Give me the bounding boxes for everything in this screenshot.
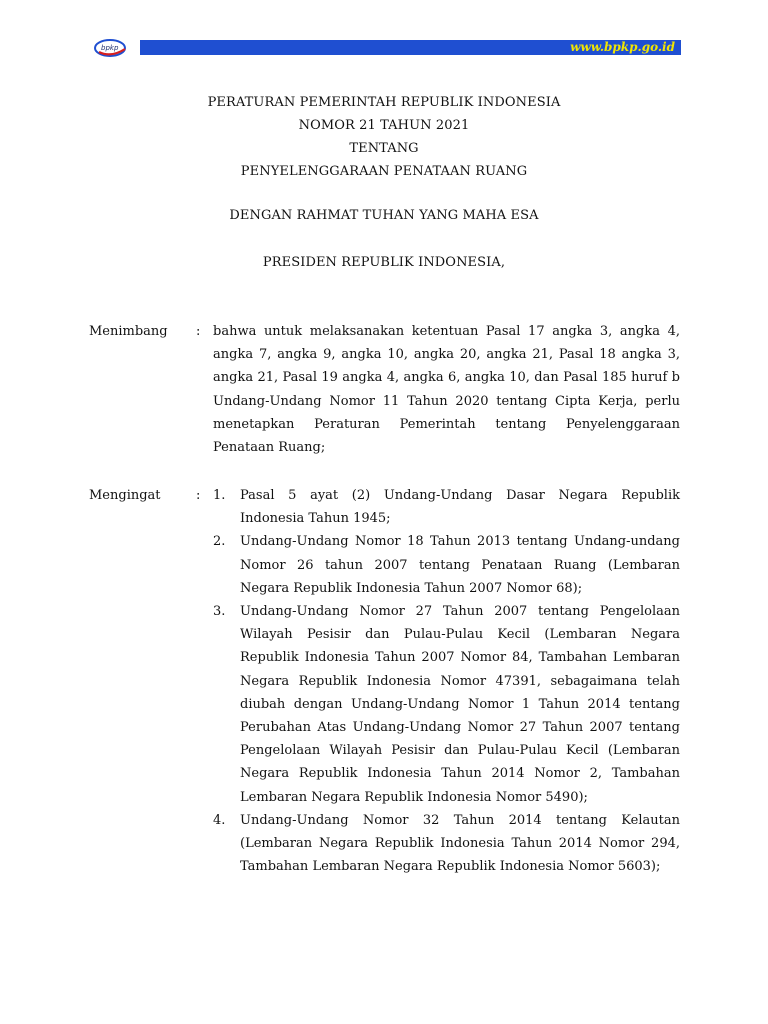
header-bar bbox=[140, 40, 681, 55]
list-item bbox=[213, 530, 680, 600]
menimbang-text: bahwa untuk melaksanakan ketentuan Pasal 17 angka 3, angka 4, angka 7, angka 9, angka 10, angka 20, angka 21, Pasal 18 angka 3, angka 21, Pasal 19 angka 4, angka 6, angka 10, dan Pasal 185 huruf b Undang-Undang Nomor 11 Tahun 2020 tentang Cipta Kerja, perlu menetapkan Peraturan Pemerintah tentang Penyelenggaraan Penataan Ruang; bbox=[213, 324, 680, 456]
list-number: 4. bbox=[213, 812, 226, 828]
list-number: 3. bbox=[213, 604, 226, 620]
menimbang-colon: : bbox=[196, 324, 201, 339]
document-title bbox=[0, 91, 768, 183]
logo-text: bpkp bbox=[101, 44, 119, 52]
list-item bbox=[213, 484, 680, 530]
bpkp-logo bbox=[93, 38, 131, 58]
president-heading: PRESIDEN REPUBLIK INDONESIA, bbox=[262, 255, 506, 270]
list-text: Pasal 5 ayat (2) Undang-Undang Dasar Negara Republik Indonesia Tahun 1945; bbox=[240, 488, 680, 527]
mengingat-label: Mengingat bbox=[89, 488, 161, 503]
mengingat-list bbox=[213, 484, 680, 878]
mengingat-colon: : bbox=[196, 488, 201, 503]
list-number: 1. bbox=[213, 488, 226, 503]
list-text: Undang-Undang Nomor 18 Tahun 2013 tentang Undang-undang Nomor 26 tahun 2007 tentang Penataan Ruang (Lembaran Negara Republik Indonesia Tahun 2007 Nomor 68); bbox=[240, 534, 680, 596]
list-text: Undang-Undang Nomor 27 Tahun 2007 tentang Pengelolaan Wilayah Pesisir dan Pulau-Pulau Kecil (Lembaran Negara Republik Indonesia Tahun 2007 Nomor 84, Tambahan Lembaran Negara Republik Indonesia Nomor 47391, sebagaimana telah diubah dengan Undang-Undang Nomor 1 Tahun 2014 tentang Perubahan Atas Undang-Undang Nomor 27 Tahun 2007 tentang Pengelolaan Wilayah Pesisir dan Pulau-Pulau Kecil (Lembaran Negara Republik Indonesia Tahun 2014 Nomor 2, Tambahan Lembaran Negara Republik Indonesia Nomor 5490); bbox=[240, 604, 680, 805]
preamble: DENGAN RAHMAT TUHAN YANG MAHA ESA bbox=[229, 208, 539, 223]
menimbang-label: Menimbang bbox=[89, 324, 168, 339]
list-text: Undang-Undang Nomor 32 Tahun 2014 tentang Kelautan (Lembaran Negara Republik Indonesia Tahun 2014 Nomor 294, Tambahan Lembaran Negara Republik Indonesia Nomor 5603); bbox=[240, 812, 680, 875]
website-url[interactable]: www.bpkp.go.id bbox=[570, 40, 675, 54]
list-number: 2. bbox=[213, 534, 226, 550]
list-item bbox=[213, 600, 680, 809]
list-item bbox=[213, 809, 680, 879]
title-line-4: PENYELENGGARAAN PENATAAN RUANG bbox=[240, 164, 528, 179]
title-line-3: TENTANG bbox=[349, 141, 419, 156]
title-line-2: NOMOR 21 TAHUN 2021 bbox=[298, 118, 470, 133]
title-line-1: PERATURAN PEMERINTAH REPUBLIK INDONESIA bbox=[207, 95, 561, 110]
